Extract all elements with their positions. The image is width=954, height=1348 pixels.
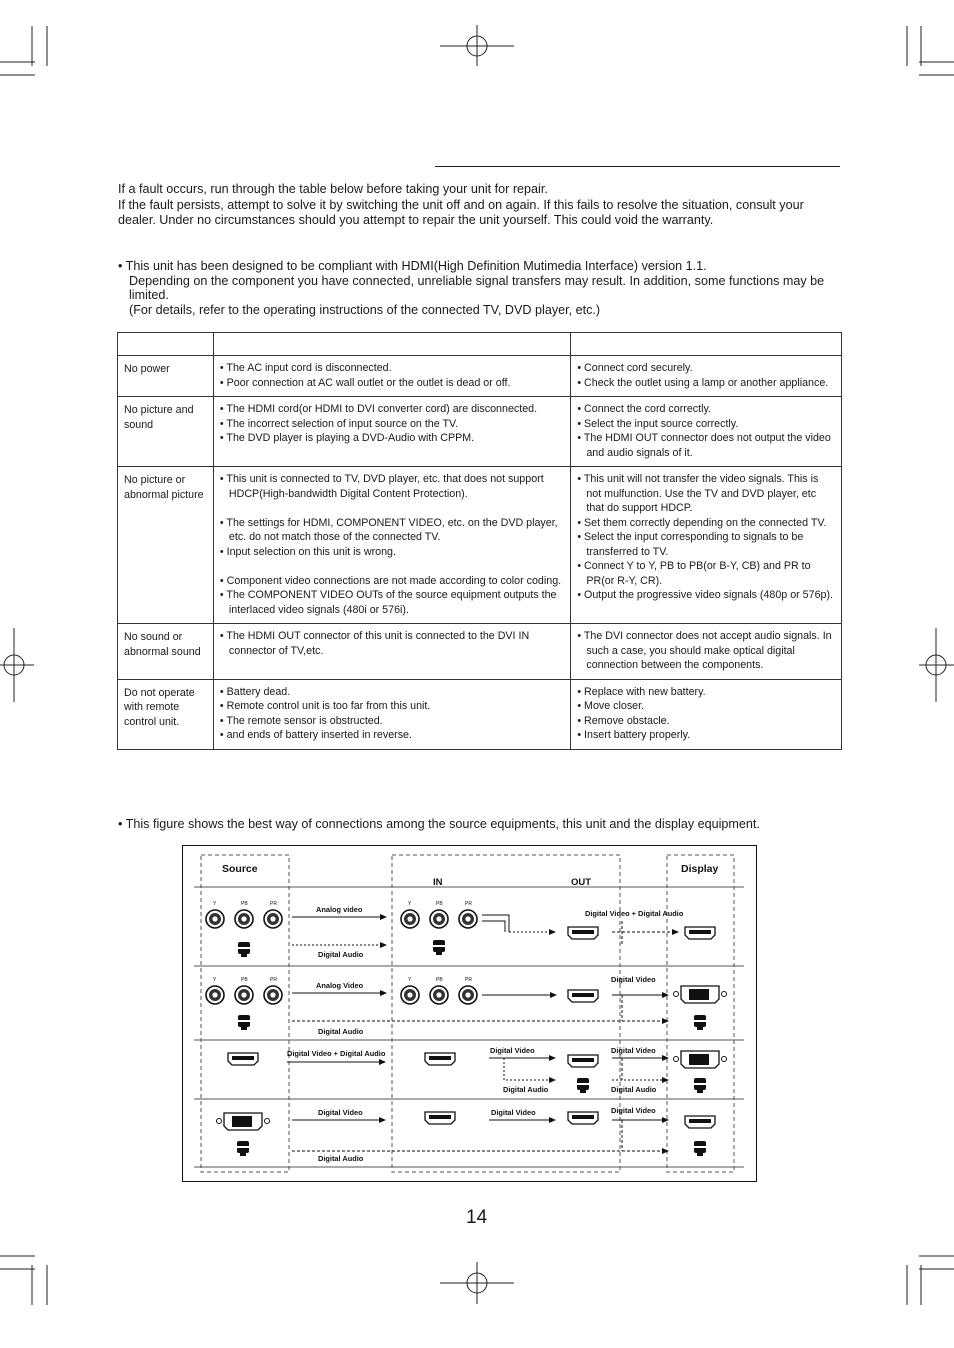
hdmi-jack-icon [568, 927, 598, 939]
header-cause [213, 333, 570, 356]
intro-line-2: If the fault persists, attempt to solve it by switching the unit off and on again. If this fails to resolve the situation, consult your dealer. Under no circumstances should you attempt to repair the unit yourself. This could void the warranty. [118, 197, 804, 228]
remedy-item: • The HDMI OUT connector does not output the video and audio signals of it. [577, 432, 831, 459]
remedy-item: • Remove obstacle. [577, 714, 670, 727]
rca-jack-icon [401, 986, 419, 1004]
rca-jack-icon [459, 986, 477, 1004]
cause-item: • The AC input cord is disconnected. [219, 362, 392, 374]
r3-in-label: Digital Video + Digital Audio [287, 1049, 386, 1058]
remedy-cell [571, 467, 842, 624]
optical-jack-icon [575, 1078, 591, 1093]
out-label: OUT [571, 877, 592, 888]
optical-jack-icon [431, 940, 447, 955]
remedy-item: • Select the input source correctly. [577, 417, 739, 430]
symptom-cell: No picture and sound [118, 397, 214, 467]
cause-item: • The DVD player is playing a DVD-Audio with CPPM. [219, 432, 475, 444]
symptom-cell: Do not operate with remote control unit. [118, 679, 214, 749]
diagram-frame [183, 846, 757, 1182]
row2-source-rca [206, 986, 282, 1004]
rca-jack-icon [430, 986, 448, 1004]
cause-item: • Component video connections are not made according to color coding. [219, 574, 562, 587]
table-row [118, 467, 842, 624]
hdmi-jack-icon [425, 1053, 455, 1065]
hdmi-jack-icon [568, 1112, 598, 1124]
cause-cell [213, 467, 570, 624]
optical-jack-icon [236, 1015, 252, 1030]
table-header-row [118, 333, 842, 356]
remedy-item: • The DVI connector does not accept audio signals. In such a case, you should make optical digital connection between the components. [577, 630, 832, 671]
r1-out-label: Digital Video + Digital Audio [585, 909, 684, 918]
jack-pb-label: PB [436, 977, 443, 983]
cause-item: • Battery dead. [219, 685, 291, 698]
hdmi-jack-icon [425, 1112, 455, 1124]
in-label: IN [433, 877, 443, 888]
remedy-cell [571, 356, 842, 397]
rca-jack-icon [235, 910, 253, 928]
row2-unit-rca [401, 986, 477, 1004]
r3-mid-audio-label: Digital Audio [503, 1085, 549, 1094]
jack-y-label: Y [408, 901, 412, 907]
hdmi-jack-icon [228, 1053, 258, 1065]
r4-out-video-label: Digital Video [611, 1106, 656, 1115]
header-remedy [571, 333, 842, 356]
cause-item: • The COMPONENT VIDEO OUTs of the source equipment outputs the interlaced video signals (480i or 576i). [219, 589, 557, 616]
note-line-1: • This unit has been designed to be compliant with HDMI(High Definition Mutimedia Interface) version 1.1. [118, 259, 707, 273]
jack-pr-label: PR [465, 977, 472, 983]
r2-analog-label: Analog Video [316, 981, 364, 990]
hdmi-jack-icon [568, 1055, 598, 1067]
jack-pr-label: PR [270, 977, 277, 983]
symptom-cell: No picture or abnormal picture [118, 467, 214, 624]
jack-y-label: Y [408, 977, 412, 983]
remedy-item: • Replace with new battery. [577, 685, 706, 698]
intro-text [118, 182, 818, 229]
jack-y-label: Y [213, 977, 217, 983]
cause-item: • The settings for HDMI, COMPONENT VIDEO, etc. on the DVD player, etc. do not match those of the connected TV. [219, 516, 558, 543]
remedy-item: • Set them correctly depending on the connected TV. [577, 516, 827, 529]
optical-jack-icon [236, 942, 252, 957]
remedy-item: • Move closer. [577, 700, 645, 712]
note-line-3: (For details, refer to the operating instructions of the connected TV, DVD player, etc.) [129, 302, 601, 317]
rca-jack-icon [401, 910, 419, 928]
r4-in-audio-label: Digital Audio [318, 1154, 364, 1163]
cause-item: • and ends of battery inserted in reverse. [219, 729, 412, 741]
jack-pb-label: PB [241, 901, 248, 907]
hdmi-jack-icon [685, 1116, 715, 1128]
remedy-item: • Insert battery properly. [577, 729, 691, 741]
jack-pb-label: PB [241, 977, 248, 983]
remedy-item: • Check the outlet using a lamp or another appliance. [577, 376, 829, 389]
symptom-cell: No power [118, 356, 214, 397]
dvi-jack-icon [674, 1051, 727, 1068]
remedy-item: • This unit will not transfer the video signals. This is not mulfunction. Use the TV and DVD player, etc that do support HDCP. [577, 473, 819, 514]
display-label: Display [681, 863, 719, 875]
cause-item: • The HDMI cord(or HDMI to DVI converter cord) are disconnected. [219, 403, 538, 415]
rca-jack-icon [430, 910, 448, 928]
row1-source-rca [206, 910, 282, 928]
remedy-item: • Output the progressive video signals (480p or 576p). [577, 589, 833, 601]
r2-digital-audio-label: Digital Audio [318, 1027, 364, 1036]
cause-cell [213, 356, 570, 397]
header-symptom [118, 333, 214, 356]
r3-mid-video-label: Digital Video [490, 1046, 535, 1055]
jack-y-label: Y [213, 901, 217, 907]
cause-item: • This unit is connected to TV, DVD player, etc. that does not support HDCP(High-bandwidth Digital Content Protection). [219, 473, 544, 500]
remedy-item: • Select the input corresponding to signals to be transferred to TV. [577, 531, 804, 558]
connection-diagram [182, 845, 757, 1182]
r1-digital-audio-label: Digital Audio [318, 950, 364, 959]
hdmi-jack-icon [568, 990, 598, 1002]
cause-cell [213, 679, 570, 749]
cause-item: • Remote control unit is too far from this unit. [219, 700, 431, 712]
page-number: 14 [466, 1207, 488, 1228]
intro-line-1: If a fault occurs, run through the table below before taking your unit for repair. [118, 182, 548, 196]
table-row [118, 356, 842, 397]
jack-pr-label: PR [270, 901, 277, 907]
optical-jack-icon [692, 1015, 708, 1030]
hdmi-jack-icon [685, 927, 715, 939]
rca-jack-icon [264, 910, 282, 928]
row1-unit-rca [401, 910, 477, 928]
remedy-item: • Connect Y to Y, PB to PB(or B-Y, CB) and PR to PR(or R-Y, CR). [577, 560, 811, 587]
cause-cell [213, 397, 570, 467]
r3-out-audio-label: Digital Audio [611, 1085, 657, 1094]
source-label: Source [222, 863, 258, 875]
r4-mid-video-label: Digital Video [491, 1108, 536, 1117]
r3-out-video-label: Digital Video [611, 1046, 656, 1055]
cause-cell [213, 624, 570, 680]
cause-item: • Poor connection at AC wall outlet or the outlet is dead or off. [219, 376, 511, 389]
cause-item: • The HDMI OUT connector of this unit is connected to the DVI IN connector of TV,etc. [219, 630, 530, 657]
remedy-item: • Connect the cord correctly. [577, 403, 711, 415]
rca-jack-icon [264, 986, 282, 1004]
rca-jack-icon [206, 910, 224, 928]
cause-item: • The incorrect selection of input source on the TV. [219, 417, 459, 430]
jack-pb-label: PB [436, 901, 443, 907]
dvi-jack-icon [217, 1113, 270, 1130]
jack-pr-label: PR [465, 901, 472, 907]
remedy-cell [571, 397, 842, 467]
r1-analog-label: Analog video [316, 905, 363, 914]
table-row [118, 624, 842, 680]
remedy-item: • Connect cord securely. [577, 362, 693, 374]
r2-out-label: Digital Video [611, 975, 656, 984]
rca-jack-icon [459, 910, 477, 928]
optical-jack-icon [692, 1078, 708, 1093]
remedy-cell [571, 679, 842, 749]
table-row [118, 397, 842, 467]
cause-item: • The remote sensor is obstructed. [219, 714, 383, 727]
figure-caption: • This figure shows the best way of connections among the source equipments, this unit and the display equipment. [118, 817, 760, 831]
r4-in-video-label: Digital Video [318, 1108, 363, 1117]
table-row [118, 679, 842, 749]
rca-jack-icon [235, 986, 253, 1004]
hdmi-note [118, 259, 838, 317]
dvi-jack-icon [674, 986, 727, 1003]
title-rule [435, 166, 840, 167]
rca-jack-icon [206, 986, 224, 1004]
symptom-cell: No sound or abnormal sound [118, 624, 214, 680]
note-line-2: Depending on the component you have connected, unreliable signal transfers may result. In addition, some functions may be limited. [129, 273, 825, 303]
troubleshooting-table [117, 332, 842, 750]
cause-item: • Input selection on this unit is wrong. [219, 545, 396, 558]
optical-jack-icon [692, 1141, 708, 1156]
remedy-cell [571, 624, 842, 680]
optical-jack-icon [235, 1141, 251, 1156]
